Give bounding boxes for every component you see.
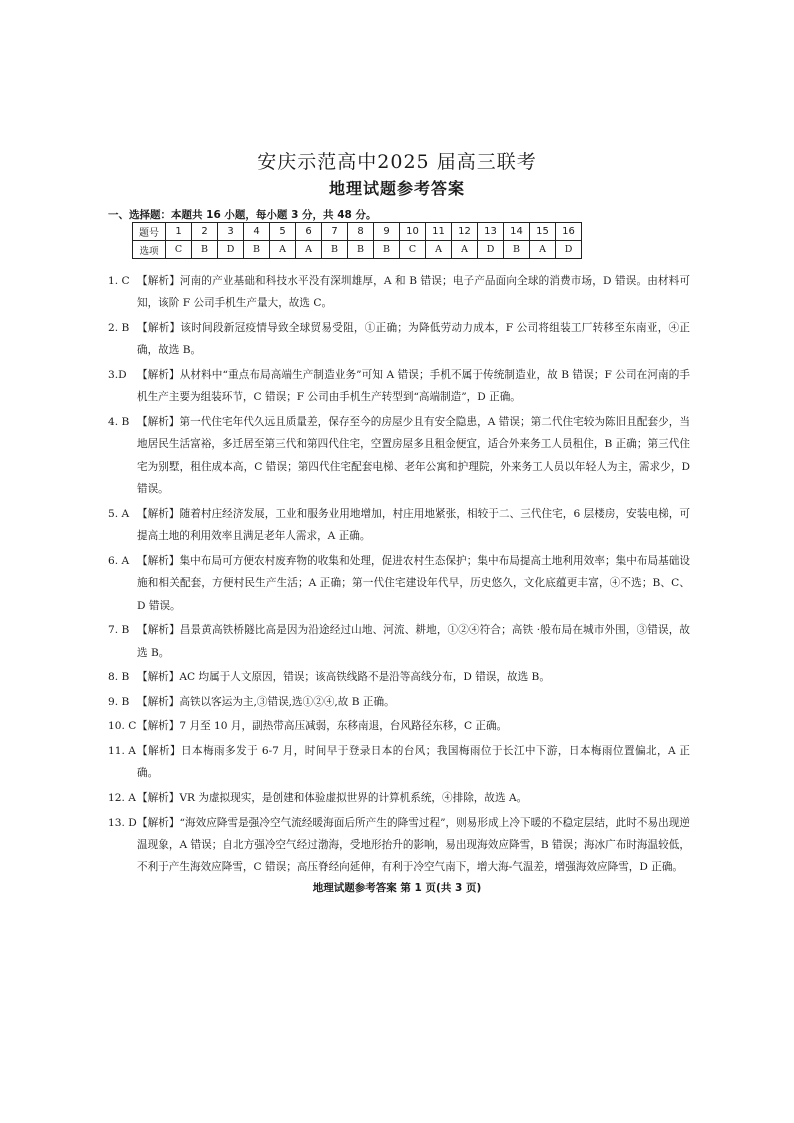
question-number-cell: 7 [322,223,348,241]
answer-cell: B [348,241,374,259]
question-number-cell: 15 [530,223,556,241]
answer-cell: A [296,241,322,259]
question-number-row [133,223,582,241]
answer-cell: B [504,241,530,259]
explanation-number: 5. A [108,507,130,520]
explanation-number: 11. A [108,745,136,757]
explanation-number: 3.D [108,369,127,381]
explanation-text: 【解析】高铁以客运为主,③错误,选①②④,故 B 正确。 [137,695,395,708]
answer-cell: A [530,241,556,259]
answer-cell: D [218,241,244,259]
explanation-text: 【解析】从材料中“重点布局高端生产制造业务”可知 A 错误；手机不属于传统制造业，故 B 错误；F 公司在河南的手机生产主要为组装环节，C 错误；F 公司由手机生产转型到“高端制造”，D 正确。 [137,369,690,404]
explanation-number: 9. B [108,695,130,708]
explanation-text: 【解析】随着村庄经济发展，工业和服务业用地增加，村庄用地紧张，相较于二、三代住宅，6 层楼房，安装电梯，可提高土地的利用效率且满足老年人需求，A 正确。 [137,507,690,543]
explanation-item [108,691,690,713]
explanation-text: 【解析】日本梅雨多发于 6-7 月，时间早于登录日本的台风；我国梅雨位于长江中下游，日本梅雨位置偏北，A 正确。 [137,745,690,780]
row-label-option: 选项 [133,241,166,259]
explanation-number: 13. D [108,816,137,829]
explanation-item [108,715,690,737]
answer-table [132,222,582,259]
question-number-cell: 14 [504,223,530,241]
question-number-cell: 1 [166,223,192,241]
explanation-number: 7. B [108,624,130,637]
answer-cell: A [270,241,296,259]
question-number-cell: 4 [244,223,270,241]
question-number-cell: 13 [478,223,504,241]
explanation-number: 6. A [108,554,130,567]
explanation-text: 【解析】集中布局可方便农村废弃物的收集和处理，促进农村生态保护；集中布局提高土地利用效率；集中布局基础设施和相关配套，方便村民生产生活；A 正确；第一代住宅建设年代早，历史悠久，文化底蕴更丰富，④不选；B、C、D 错误。 [137,554,690,612]
question-number-cell: 6 [296,223,322,241]
answer-cell: C [166,241,192,259]
explanation-text: 【解析】该时间段新冠疫情导致全球贸易受阻，①正确；为降低劳动力成本，F 公司将组装工厂转移至东南亚，④正确，故选 B。 [137,322,690,357]
explanation-number: 2. B [108,322,130,334]
question-number-cell: 2 [192,223,218,241]
explanation-item [108,270,690,315]
section-heading: 一、选择题：本题共 16 小题，每小题 3 分，共 48 分。 [108,209,377,221]
explanation-text: 【解析】第一代住宅年代久远且质量差，保存至今的房屋少且有安全隐患，A 错误；第二代住宅较为陈旧且配套少，当地居民生活富裕，多迁居至第三代和第四代住宅，空置房屋多且租金便宜，适合外来务工人员租住，B 正确；第三代住宅为别墅，租住成本高，C 错误；第四代住宅配套电梯、老年公寓和护理院，外来务工人员以年轻人为主，需求少，D 错误。 [137,416,690,496]
question-number-cell: 5 [270,223,296,241]
answer-row [133,241,582,259]
page-title: 安庆示范高中2025 届高三联考 [257,151,537,173]
question-number-cell: 8 [348,223,374,241]
explanation-item [108,787,690,809]
explanation-item [108,317,690,362]
page-footer: 地理试题参考答案 第 1 页(共 3 页) [312,882,482,894]
answer-cell: B [374,241,400,259]
explanation-text: 【解析】VR 为虚拟现实，是创建和体验虚拟世界的计算机系统，④排除，故选 A。 [137,792,528,804]
answer-cell: A [452,241,478,259]
explanation-number: 8. B [108,671,130,684]
explanation-item [108,619,690,664]
answer-cell: B [244,241,270,259]
answer-cell: C [400,241,426,259]
question-number-cell: 11 [426,223,452,241]
question-number-cell: 16 [556,223,582,241]
explanation-text: 【解析】昌景黄高铁桥隧比高是因为沿途经过山地、河流、耕地，①②④符合；高铁 ·般布局在城市外围，③错误，故选 B。 [137,624,690,659]
explanation-item [108,740,690,785]
answer-cell: A [426,241,452,259]
explanation-text: 【解析】“海效应降雪是强冷空气流经暖海面后所产生的降雪过程”，则易形成上冷下暖的不稳定层结，此时不易出现逆温现象，A 错误；自北方强冷空气经过渤海，受地形抬升的影响，易出现海效应降雪，B 错误；海冰广布时海温较低，不利于产生海效应降雪，C 错误；高压脊经向延伸，有利于冷空气南下，增大海-气温差，增强海效应降雪，D 正确。 [137,816,690,874]
answer-explanations [108,270,690,881]
answer-cell: B [192,241,218,259]
question-number-cell: 10 [400,223,426,241]
answer-cell: D [478,241,504,259]
explanation-item [108,550,690,617]
explanation-item [108,411,690,501]
explanation-item [108,812,690,879]
explanation-text: 【解析】河南的产业基础和科技水平没有深圳雄厚，A 和 B 错误；电子产品面向全球的消费市场，D 错误。由材料可知，该阶 F 公司手机生产量大，故选 C。 [137,275,690,310]
explanation-number: 12. A [108,792,136,804]
explanation-number: 10. C [108,720,137,733]
explanation-item [108,364,690,409]
explanation-item [108,666,690,688]
answer-cell: B [322,241,348,259]
question-number-cell: 12 [452,223,478,241]
explanation-text: 【解析】AC 均属于人文原因，错误；该高铁线路不是沿等高线分布，D 错误，故选 B。 [137,671,550,684]
question-number-cell: 9 [374,223,400,241]
page-subtitle: 地理试题参考答案 [328,179,465,198]
explanation-item [108,503,690,548]
explanation-text: 【解析】7 月至 10 月，副热带高压减弱，东移南退，台风路径东移，C 正确。 [137,720,508,733]
question-number-cell: 3 [218,223,244,241]
row-label-question-number: 题号 [133,223,166,241]
explanation-number: 4. B [108,416,130,428]
explanation-number: 1. C [108,275,130,287]
answer-cell: D [556,241,582,259]
